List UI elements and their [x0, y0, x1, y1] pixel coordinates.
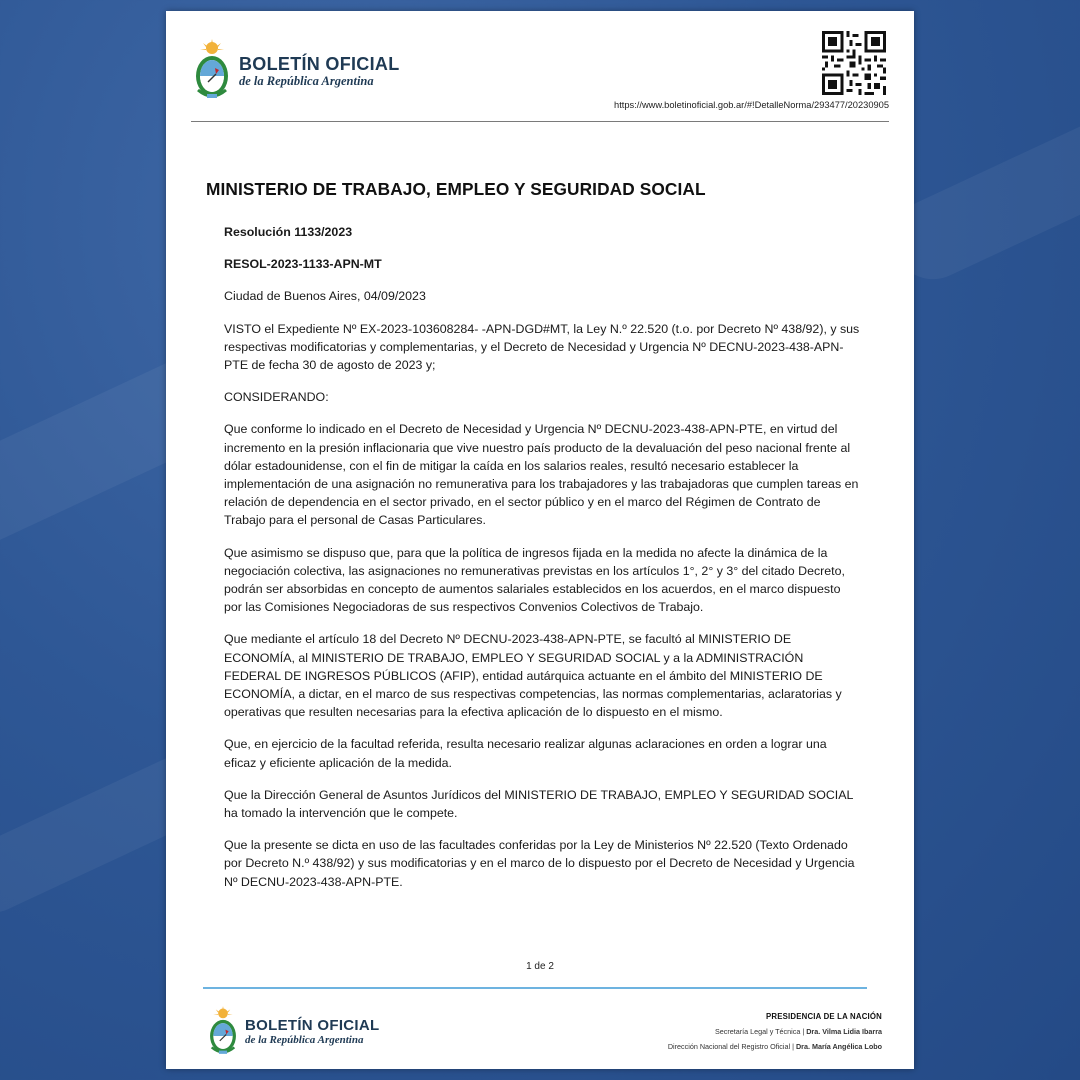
resolution-number: Resolución 1133/2023 [224, 225, 353, 239]
footer-unit-2: Dirección Nacional del Registro Oficial [667, 1042, 791, 1051]
coat-of-arms-icon [206, 1005, 240, 1059]
qr-code-icon[interactable] [822, 31, 886, 95]
document-page [166, 11, 914, 1069]
document-url-link[interactable]: https://www.boletinoficial.gob.ar/#!DetalleNorma/293477/20230905 [614, 100, 889, 110]
footer-boletin-logo[interactable] [206, 1005, 380, 1059]
footer-logo-title: BOLETÍN OFICIAL [245, 1017, 380, 1034]
footer-unit-1: Secretaría Legal y Técnica [714, 1027, 801, 1036]
ministry-heading: MINISTERIO DE TRABAJO, EMPLEO Y SEGURIDAD SOCIAL [206, 179, 706, 199]
footer-name-2: Dra. María Angélica Lobo [795, 1042, 882, 1051]
coat-of-arms-icon [191, 38, 233, 104]
logo-subtitle: de la República Argentina [239, 74, 374, 88]
footer-line-2 [668, 1039, 882, 1054]
paragraph-visto: VISTO el Expediente Nº EX-2023-103608284- -APN-DGD#MT, la Ley N.º 22.520 (t.o. por Decreto Nº 438/92), y sus respectivas modificatorias y complementarias, y el Decreto de Necesidad y Urgencia Nº DECNU-2023-438-APN-PTE de fecha 30 de agosto de 2023 y; [224, 321, 860, 373]
paragraph: Que la Dirección General de Asuntos Jurídicos del MINISTERIO DE TRABAJO, EMPLEO Y SEGURIDAD SOCIAL ha tomado la intervención que le compete. [224, 787, 853, 821]
footer-line-1 [668, 1024, 882, 1039]
place-date: Ciudad de Buenos Aires, 04/09/2023 [224, 289, 426, 304]
footer-separator: | [802, 1027, 805, 1036]
footer-logo-subtitle: de la República Argentina [245, 1034, 364, 1046]
page-number: 1 de 2 [526, 961, 554, 972]
resolution-code: RESOL-2023-1133-APN-MT [224, 257, 382, 272]
footer-credits [668, 1009, 882, 1054]
paragraph: Que conforme lo indicado en el Decreto de Necesidad y Urgencia Nº DECNU-2023-438-APN-PTE, en virtud del incremento en la presión inflacionaria que vive nuestro país producto de la devaluación del peso nacional frente al dólar estadounidense, con el fin de mitigar la caída en los salarios reales, resultó necesario establecer la implementación de una asignación no remunerativa para los trabajadores y las trabajadoras que cumplen tareas en relación de dependencia en el sector privado, en el sector público y en el marco del Régimen de Contrato de Trabajo para el personal de Casas Particulares. [224, 422, 859, 528]
paragraph: Que la presente se dicta en uso de las facultades conferidas por la Ley de Ministerios Nº 22.520 (Texto Ordenado por Decreto N.º 438/92) y sus modificatorias y en el marco de lo dispuesto por el Decreto de Necesidad y Urgencia Nº DECNU-2023-438-APN-PTE. [224, 838, 855, 889]
footer-name-1: Dra. Vilma Lidia Ibarra [806, 1027, 882, 1036]
footer-separator: | [792, 1042, 794, 1051]
paragraph: Que mediante el artículo 18 del Decreto Nº DECNU-2023-438-APN-PTE, se facultó al MINISTERIO DE ECONOMÍA, al MINISTERIO DE TRABAJO, EMPLEO Y SEGURIDAD SOCIAL y a la ADMINISTRACIÓN FEDERAL DE INGRESOS PÚBLICOS (AFIP), entidad autárquica actuante en el ámbito del MINISTERIO DE ECONOMÍA, a dictar, en el marco de sus respectivas competencias, las normas complementarias, aclaratorias y operativas que resulten necesarias para la efectiva aplicación de lo dispuesto en el mismo. [224, 632, 842, 720]
paragraph: Que asimismo se dispuso que, para que la política de ingresos fijada en la medida no afecte la dinámica de la negociación colectiva, las asignaciones no remunerativas previstas en los artículos 1°, 2° y 3° del citado Decreto, podrán ser absorbidas en concepto de aumentos salariales establecidos en los acuerdos, en el marco dispuesto por las Comisiones Negociadoras de sus respectivos Convenios Colectivos de Trabajo. [224, 545, 845, 615]
document-body [224, 223, 860, 905]
header-divider [191, 121, 889, 122]
presidency-label: PRESIDENCIA DE LA NACIÓN [766, 1012, 882, 1021]
paragraph-considerando: CONSIDERANDO: [224, 390, 329, 405]
logo-title: BOLETÍN OFICIAL [239, 54, 400, 74]
paragraph: Que, en ejercicio de la facultad referida, resulta necesario realizar algunas aclaraciones en orden a lograr una eficaz y eficiente aplicación de la medida. [224, 737, 827, 770]
boletin-oficial-logo[interactable] [191, 38, 400, 104]
footer-divider [203, 987, 867, 989]
